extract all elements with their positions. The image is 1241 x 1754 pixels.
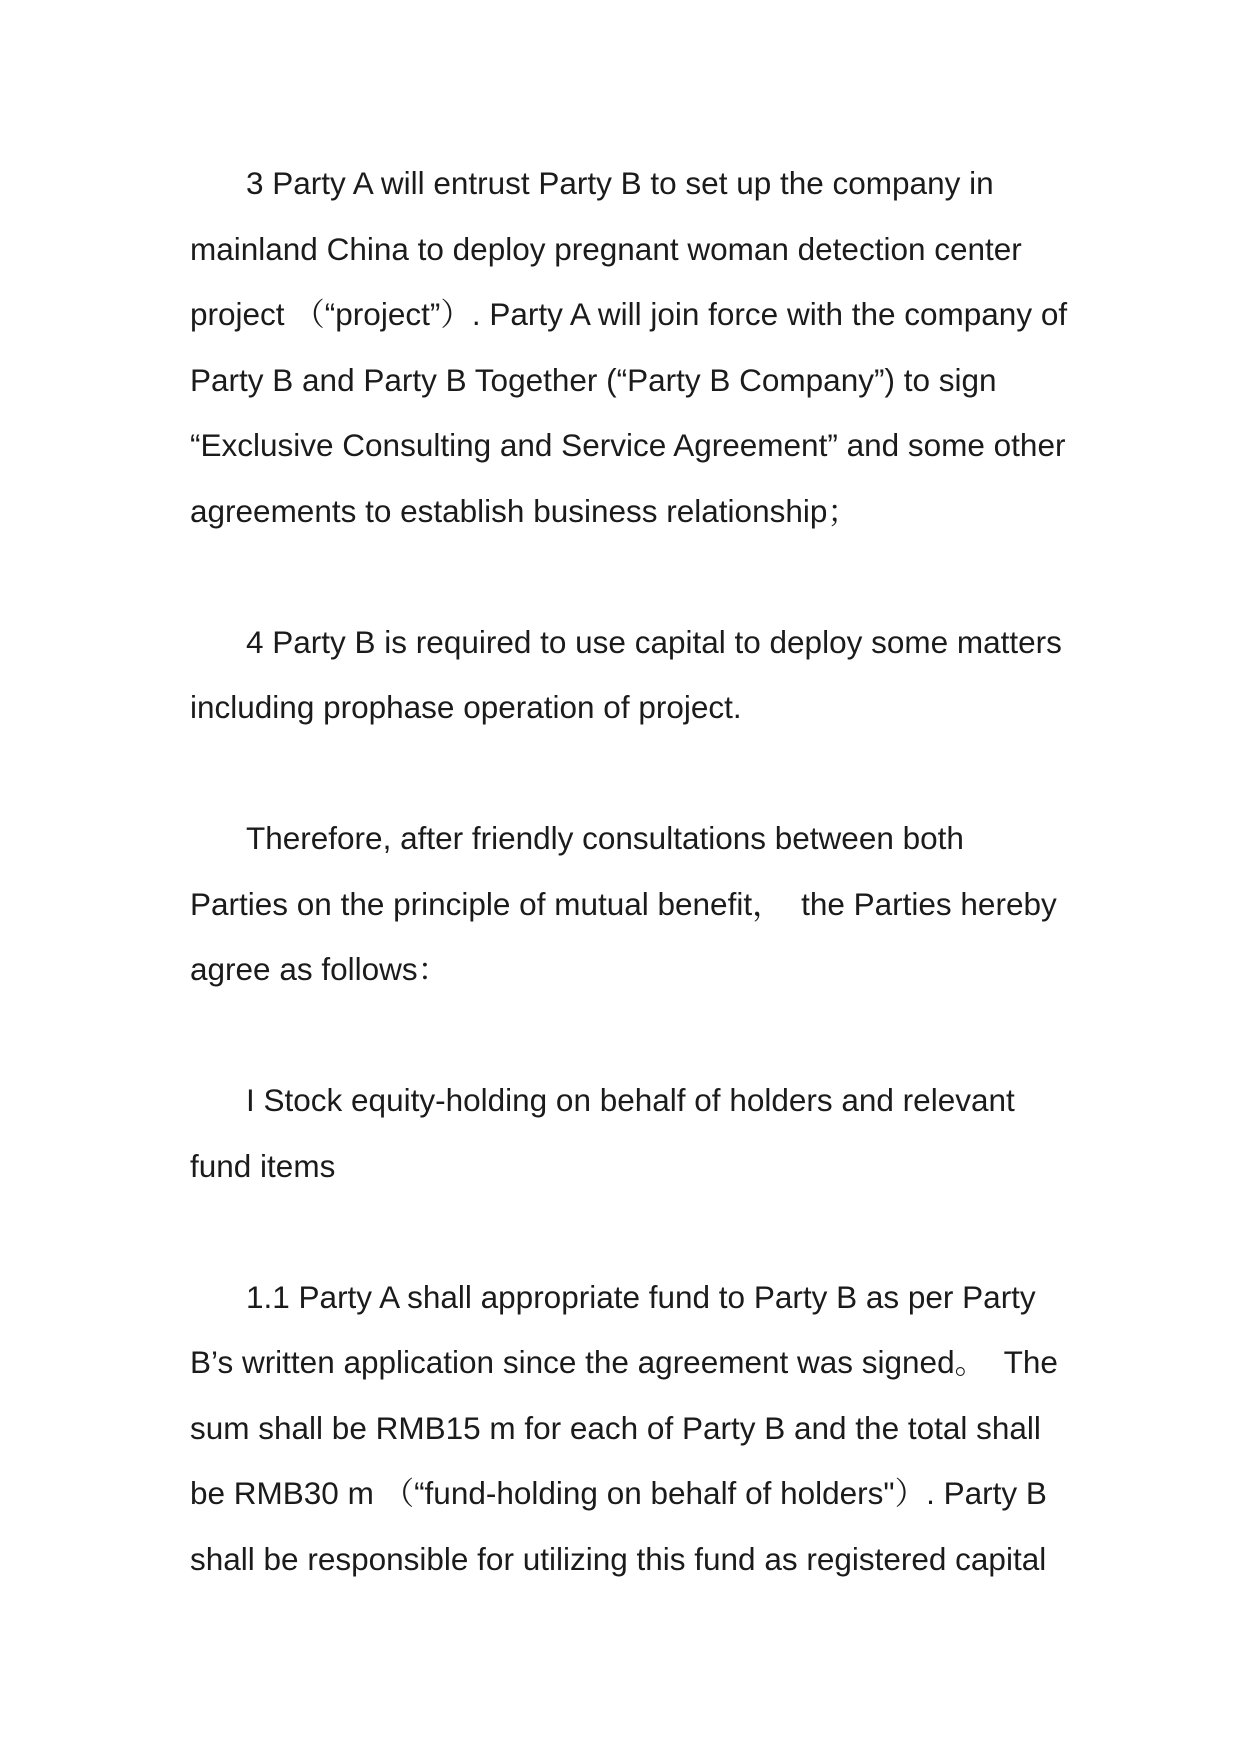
paragraph-party-b-capital [190, 610, 1241, 741]
text-line: Therefore, after friendly consultations between both [246, 820, 964, 856]
text-line: sum shall be RMB15 m for each of Party B and the total shall [190, 1409, 1041, 1446]
text-line: “Exclusive Consulting and Service Agreement” and some other [190, 427, 1066, 463]
text-line: 3 Party A will entrust Party B to set up the company in [246, 165, 994, 201]
text-line: agree as follows： [190, 951, 450, 987]
text-line: Parties on the principle of mutual benefit， the Parties hereby [190, 885, 1057, 922]
text-line: Party B and Party B Together (“Party B Company”) to sign [190, 361, 997, 398]
text-line: shall be responsible for utilizing this fund as registered capital [190, 1540, 1047, 1577]
text-line: I Stock equity-holding on behalf of holders and relevant [246, 1082, 1015, 1118]
text-line: agreements to establish business relationship； [190, 492, 859, 529]
text-line: 4 Party B is required to use capital to deploy some matters [246, 623, 1062, 660]
section-heading-stock-equity [190, 1068, 1241, 1199]
text-line: including prophase operation of project. [190, 689, 742, 725]
paragraph-therefore [190, 806, 1241, 1003]
clause-1-1 [190, 1265, 1241, 1593]
text-line: B’s written application since the agreement was signed。 The [190, 1344, 1058, 1380]
text-line: mainland China to deploy pregnant woman detection center [190, 230, 1022, 267]
text-line: fund items [190, 1147, 336, 1184]
text-line: be RMB30 m （“fund-holding on behalf of holders"）. Party B [190, 1475, 1047, 1511]
text-line: project （“project”）. Party A will join force with the company of [190, 296, 1068, 332]
text-line: 1.1 Party A shall appropriate fund to Party B as per Party [246, 1278, 1036, 1315]
paragraph-party-a-entrust [190, 151, 1241, 544]
